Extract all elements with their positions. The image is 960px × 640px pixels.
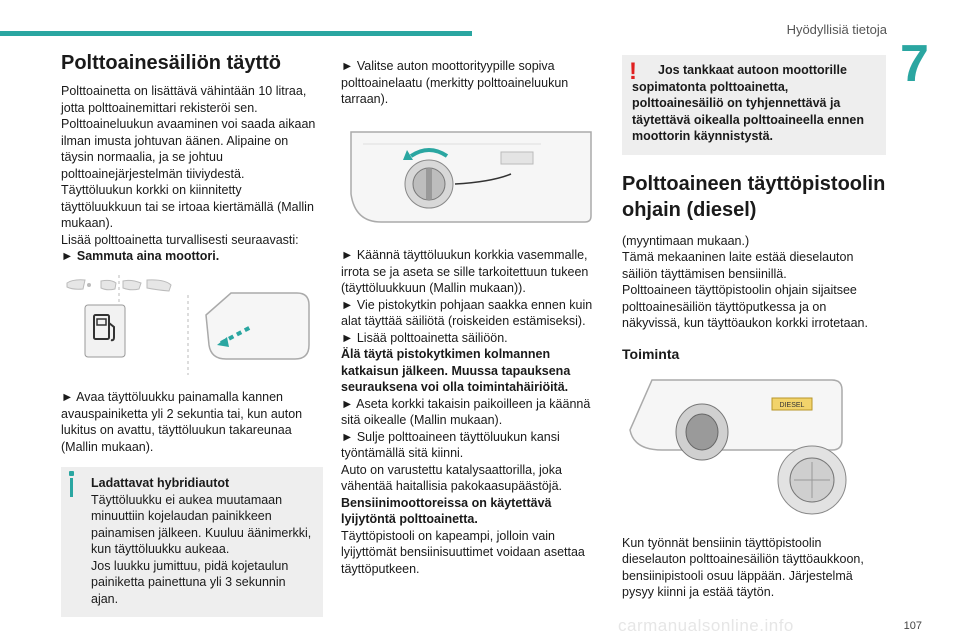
step-select-fuel: ► Valitse auton moottorityypille sopiva polttoainelaatu (merkitty polttoaineluukun tarraan).: [341, 59, 569, 106]
info-body-1: Täyttöluukku ei aukea muutamaan minuuttiin kojelaudan painikkeen painamisen jälkeen. Kuuluu äänimerkki, kun täyttöluukku aukeaa.: [91, 492, 312, 556]
column-2: [341, 58, 607, 577]
fuel-cap-icon: [405, 160, 453, 208]
info-icon: [69, 471, 74, 476]
column-3: [622, 55, 886, 601]
info-title: Ladattavat hybridiautot: [91, 476, 230, 490]
page-number: 107: [903, 620, 922, 632]
unleaded-note: Bensiinimoottoreissa on käytettävä lyijytöntä polttoainetta.: [341, 495, 552, 526]
intro-paragraph-2: Polttoaineluukun avaaminen voi saada aikaan ilman imusta johtuvan äänen. Alipaine on täysin normaalia, ja se johtuu polttoainejärjestelmän tiiviydestä.: [61, 117, 316, 181]
warning-icon: !: [629, 58, 637, 85]
step-turn-cap: ► Käännä täyttöluukun korkkia vasemmalle, irrota se ja aseta se sille tarkoitettuun tukeen (täyttöluukkuun (Mallin mukaan)).: [341, 248, 589, 295]
section-title-fuel-tank-filling: Polttoainesäiliön täyttö: [61, 52, 282, 74]
catalyst-note: Auto on varustettu katalysaattorilla, joka vähentää haitallisia pakokaasupäästöjä.: [341, 462, 562, 493]
step-add-fuel: ► Lisää polttoainetta säiliöön.: [341, 330, 508, 345]
warning-box-wrong-fuel: [622, 55, 886, 155]
fuel-cap-illustration: [341, 124, 607, 234]
info-icon-bar: [70, 478, 73, 497]
step-replace-cap: ► Aseta korkki takaisin paikoilleen ja käännä sitä oikealle (Mallin mukaan).: [341, 396, 591, 427]
nozzle-note: Täyttöpistooli on kapeampi, jolloin vain lyijyttömät bensiinisuuttimet voidaan asettaa täyttöputkeen.: [341, 528, 585, 576]
info-body-2: Jos luukku jumittuu, pidä kojetaulun painiketta painettuna yli 3 sekunnin ajan.: [91, 558, 289, 606]
filler-neck-icon: [676, 404, 728, 460]
fuel-flap-button-illustration: [61, 275, 323, 380]
column-1: [61, 50, 323, 617]
steering-wheel-icon: [123, 279, 171, 290]
chapter-color-bar: [0, 31, 472, 36]
info-box-hybrid: [61, 467, 323, 617]
device-location: Polttoaineen täyttöpistoolin ohjain sijaitsee polttoainesäiliön täyttöputkessa ja on näkyvissä, kun täyttöaukon korkki irrotetaan.: [622, 283, 868, 330]
running-header: Hyödyllisiä tietoja: [786, 22, 887, 37]
operation-text: Kun työnnät bensiinin täyttöpistoolin dieselauton polttoainesäiliön täyttöaukkoon, bensiinipistooli osuu läppään. Järjestelmä pysyy kiinni ja estää täytön.: [622, 535, 864, 599]
fuel-cap-icon: [778, 446, 846, 514]
bullet-arrow: ►: [61, 249, 74, 263]
intro-paragraph-1: Polttoainetta on lisättävä vähintään 10 litraa, jotta polttoainemittari rekisteröi sen.: [61, 84, 307, 115]
overfill-warning: Älä täytä pistokytkimen kolmannen katkaisun jälkeen. Muussa tapauksena seurauksena voi olla toimintahäiriöitä.: [341, 347, 571, 394]
subsection-title-operation: Toiminta: [622, 345, 680, 362]
chapter-number: 7: [900, 35, 929, 93]
warning-text: Jos tankkaat autoon moottorille sopimatonta polttoainetta, polttoainesäiliö on tyhjennettävä ja täytettävä oikealla polttoaineella ennen moottorin käynnistystä.: [632, 63, 865, 143]
diesel-filler-illustration: [622, 370, 886, 525]
section-title-misfuel-device: Polttoaineen täyttöpistoolin ohjain (diesel): [622, 172, 886, 221]
fuel-flap-icon: [206, 293, 309, 359]
step-stop-engine: [61, 248, 323, 265]
intro-paragraph-4: Lisää polttoainetta turvallisesti seuraavasti:: [61, 232, 299, 247]
watermark: carmanualsonline.info: [618, 616, 794, 635]
intro-paragraph-3: Täyttöluukun korkki on kiinnitetty täyttöluukkuun tai se irtoaa kiertämällä (Mallin mukaan).: [61, 183, 314, 230]
country-note: (myyntimaan mukaan.): [622, 233, 750, 248]
steering-wheel-icon: [67, 279, 116, 289]
diesel-label: DIESEL: [779, 402, 805, 409]
device-description: Tämä mekaaninen laite estää dieselauton säiliön täyttämisen bensiinillä.: [622, 250, 854, 281]
step-stop-engine-text: Sammuta aina moottori.: [76, 249, 220, 263]
diesel-label-tag: [772, 398, 812, 410]
step-insert-nozzle: ► Vie pistokytkin pohjaan saakka ennen kuin alat täyttää säiliötä (roiskeiden estämiseksi).: [341, 297, 593, 328]
step-open-flap: ► Avaa täyttöluukku painamalla kannen avauspainiketta yli 2 sekuntia tai, kun auton lukitus on avattu, täyttöluukun takareunaa (Mallin mukaan).: [61, 390, 303, 454]
step-close-flap: ► Sulje polttoaineen täyttöluukun kansi työntämällä sitä kiinni.: [341, 429, 560, 460]
